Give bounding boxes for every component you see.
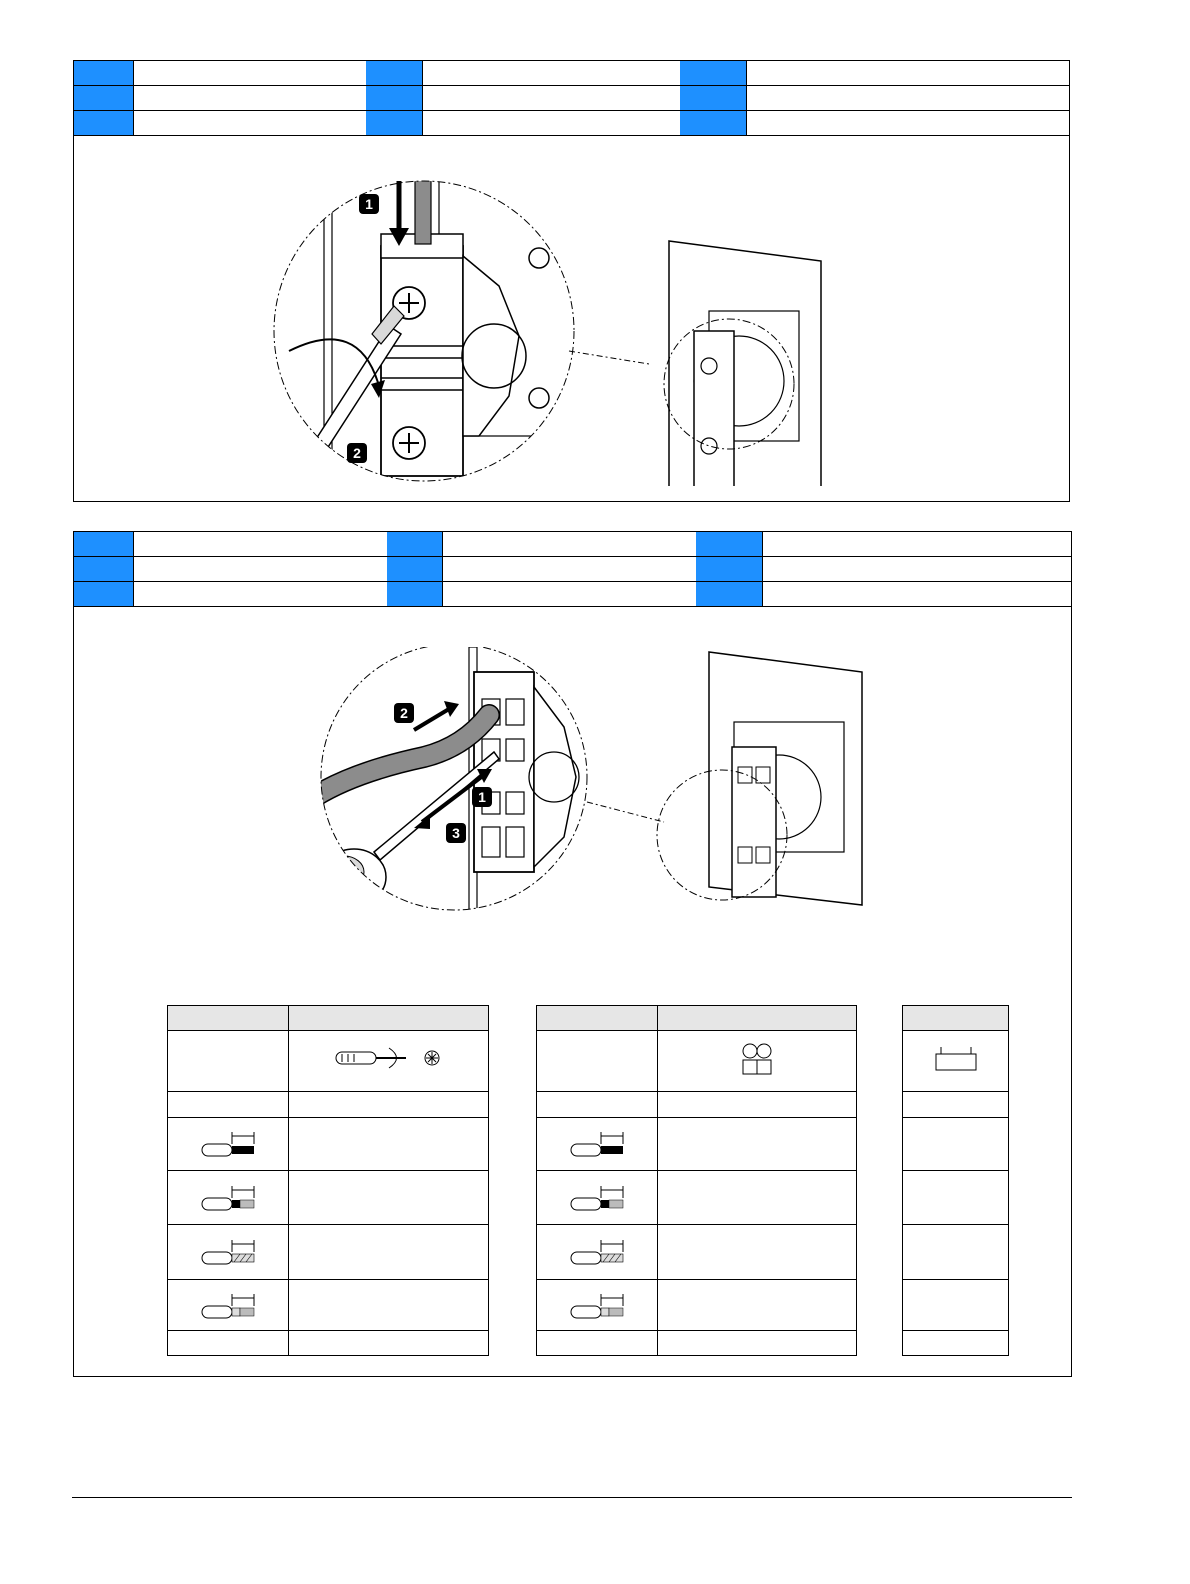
footer-rule <box>72 1497 1072 1498</box>
wire-stranded-icon <box>567 1234 629 1272</box>
callout-3: 3 <box>452 825 460 841</box>
header-row <box>74 557 1071 582</box>
spec-table-middle <box>536 1005 857 1356</box>
spec-table-left <box>167 1005 489 1356</box>
wire-stranded-ferrule-icon <box>567 1180 629 1218</box>
header-row <box>74 532 1071 557</box>
spec-table-right <box>902 1005 1009 1356</box>
wire-solid-icon <box>567 1126 629 1164</box>
header-row <box>74 61 1069 86</box>
callout-1: 1 <box>478 789 486 805</box>
header-row <box>74 582 1071 607</box>
header-row <box>74 111 1069 136</box>
wire-fine-stranded-icon <box>567 1288 629 1326</box>
wire-solid-icon <box>198 1126 260 1164</box>
wiring-illustration-bottom <box>314 647 874 927</box>
header-row <box>74 86 1069 111</box>
callout-2: 2 <box>400 705 408 721</box>
wire-fine-stranded-icon <box>198 1288 260 1326</box>
wire-stranded-ferrule-icon <box>198 1180 260 1218</box>
mounting-illustration-top <box>269 166 839 486</box>
callout-1: 1 <box>365 196 373 212</box>
terminal-icon <box>740 1042 776 1076</box>
bracket-icon <box>933 1044 981 1074</box>
instruction-panel-bottom <box>73 531 1072 1377</box>
callout-2: 2 <box>353 445 361 461</box>
wire-stranded-icon <box>198 1234 260 1272</box>
instruction-panel-top <box>73 60 1070 502</box>
screwdriver-icon <box>334 1044 444 1074</box>
